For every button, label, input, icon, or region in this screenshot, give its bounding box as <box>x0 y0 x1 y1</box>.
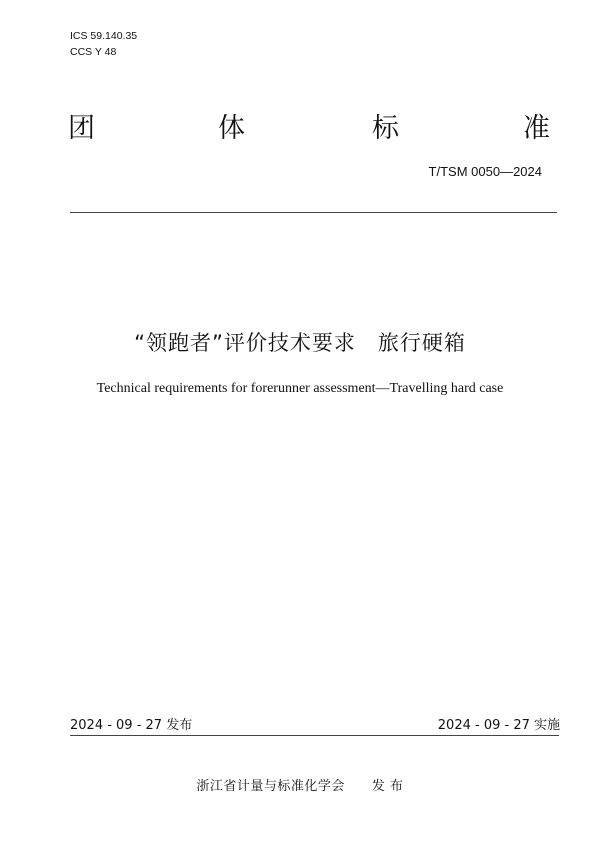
title-english: Technical requirements for forerunner assessment—Travelling hard case <box>96 381 504 396</box>
implementation-date: 2024 - 09 - 27 实施 <box>437 718 560 733</box>
publisher: 浙江省计量与标准化学会 发 布 <box>196 779 404 794</box>
ccs-code: CCS Y 48 <box>70 46 117 58</box>
heading-char-1: 团 <box>68 113 95 144</box>
heading-char-4: 准 <box>523 113 550 144</box>
standard-code: T/TSM 0050—2024 <box>428 164 542 179</box>
heading-char-3: 标 <box>372 113 399 144</box>
header-divider <box>70 212 557 213</box>
heading-char-2: 体 <box>218 113 245 144</box>
date-divider <box>70 735 559 736</box>
publication-date: 2024 - 09 - 27 发布 <box>70 718 193 733</box>
title-chinese: “领跑者”评价技术要求 旅行硬箱 <box>134 331 466 355</box>
ics-code: ICS 59.140.35 <box>70 30 138 42</box>
